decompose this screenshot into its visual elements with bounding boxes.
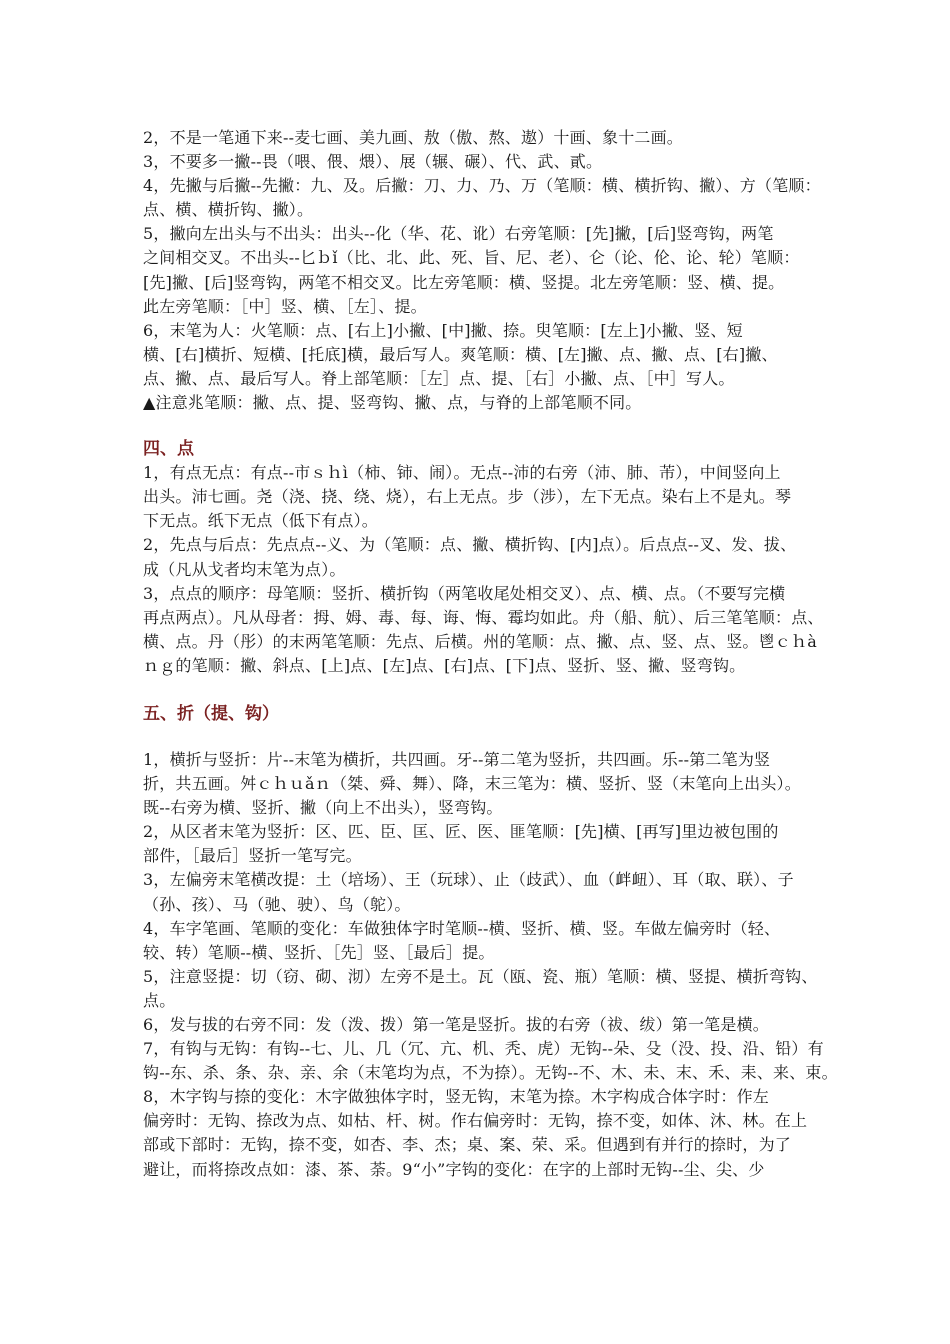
text-line: 2，先点与后点：先点点--义、为（笔顺：点、撇、横折钩、[内]点）。后点点--叉、发、拔、 bbox=[143, 535, 797, 555]
section-heading-dots: 四、点 bbox=[143, 439, 194, 460]
text-line: 较、转）笔顺--横、竖折、［先］竖、［最后］提。 bbox=[143, 942, 495, 962]
text-line: [先]撇、[后]竖弯钩，两笔不相交叉。比左旁笔顺：横、竖提。北左旁笔顺：竖、横、提。 bbox=[143, 272, 785, 292]
text-line: 再点两点）。凡从母者：拇、姆、毒、每、诲、悔、霉均如此。舟（船、航）、后三笔笔顺：点、 bbox=[143, 607, 824, 627]
text-line: 1，横折与竖折：片--末笔为横折，共四画。牙--第二笔为竖折，共四画。乐--第二笔为竖 bbox=[143, 749, 771, 769]
folds-section-body bbox=[143, 748, 838, 1182]
text-line: 4，车字笔画、笔顺的变化：车做独体字时笔顺--横、竖折、横、竖。车做左偏旁时（轻、 bbox=[143, 918, 781, 938]
text-line: 点、横、横折钩、撇）。 bbox=[143, 200, 314, 220]
text-line: 8，木字钩与捺的变化：木字做独体字时，竖无钩，末笔为捺。木字构成合体字时：作左 bbox=[143, 1087, 769, 1107]
text-line: 点。 bbox=[143, 990, 176, 1010]
spacer bbox=[143, 678, 823, 702]
text-line: 成（凡从戈者均末笔为点）。 bbox=[143, 559, 346, 579]
text-line: 4，先撇与后撇--先撇：九、及。后撇：刀、力、乃、万（笔顺：横、横折钩、撇）、方（笔顺： bbox=[143, 176, 821, 196]
text-line: 此左旁笔顺：［中］竖、横、［左］、提。 bbox=[143, 296, 427, 316]
text-line: 避让，而将捺改点如：漆、茶、荼。9“小”字钩的变化：在字的上部时无钩--尘、尖、少 bbox=[143, 1159, 765, 1179]
text-line: 1，有点无点：有点--市ｓｈì（柿、铈、闹）。无点--沛的右旁（沛、肺、芾），中间竖向上 bbox=[143, 463, 781, 483]
text-line: 点、撇、点、最后写人。脊上部笔顺：［左］点、提、［右］小撇、点、［中］写人。 bbox=[143, 368, 735, 388]
text-line: 3，左偏旁末笔横改提：土（培场）、王（玩球）、止（歧武）、血（衅衄）、耳（取、联）、子 bbox=[143, 870, 794, 890]
text-line: 出头。沛七画。尧（浇、挠、绕、烧），右上无点。步（涉），左下无点。染右上不是丸。琴 bbox=[143, 487, 792, 507]
text-line: 之间相交叉。不出头--匕ｂǐ（比、北、此、死、旨、尼、老）、仑（论、伦、论、轮）笔顺： bbox=[143, 248, 800, 268]
text-line: 钩--东、杀、条、杂、亲、余（末笔均为点，不为捺）。无钩--不、木、未、末、禾、耒、来、束。 bbox=[143, 1063, 838, 1083]
spacer bbox=[143, 726, 823, 748]
text-line: 偏旁时：无钩、捺改为点、如枯、杆、树。作右偏旁时：无钩，捺不变，如体、沐、林。在上 bbox=[143, 1111, 808, 1131]
dots-section-body bbox=[143, 461, 823, 678]
spacer bbox=[143, 415, 823, 437]
text-line: ▲注意兆笔顺：撇、点、提、竖弯钩、撇、点，与脊的上部笔顺不同。 bbox=[143, 393, 642, 413]
text-line: 7，有钩与无钩：有钩--七、儿、几（冗、亢、机、秃、虎）无钩--朵、殳（没、投、沿、铅）有 bbox=[143, 1039, 824, 1059]
text-line: 既--右旁为横、竖折、撇（向上不出头），竖弯钩。 bbox=[143, 798, 503, 818]
text-line: 横、[右]横折、短横、[托底]横，最后写人。爽笔顺：横、[左]撇、点、撇、点、[右]撇、 bbox=[143, 344, 778, 364]
text-line: 2，从区者末笔为竖折：区、匹、臣、匡、匠、医、匪笔顺：[先]横、[再写]里边被包围的 bbox=[143, 822, 779, 842]
section-heading-folds: 五、折（提、钩） bbox=[143, 703, 279, 724]
text-line: 3，点点的顺序：母笔顺：竖折、横折钩（两笔收尾处相交叉）、点、横、点。（不要写完横 bbox=[143, 583, 786, 603]
text-line: 折，共五画。舛ｃｈｕǎｎ（桀、舜、舞）、降，末三笔为：横、竖折、竖（末笔向上出头）。 bbox=[143, 774, 801, 794]
text-line: 横、点。丹（彤）的末两笔笔顺：先点、后横。州的笔顺：点、撇、点、竖、点、竖。鬯ｃｈà bbox=[143, 631, 817, 651]
document-page bbox=[143, 126, 838, 1182]
text-line: 6，末笔为人：火笔顺：点、[右上]小撇、[中]撇、捺。臾笔顺：[左上]小撇、竖、短 bbox=[143, 320, 743, 340]
text-line: 5，注意竖提：切（窃、砌、沏）左旁不是土。瓦（瓯、瓷、瓶）笔顺：横、竖提、横折弯钩、 bbox=[143, 966, 818, 986]
text-line: 3，不要多一撇--畏（喂、偎、煨）、展（辗、碾）、代、武、貳。 bbox=[143, 152, 603, 172]
text-line: （孙、孩）、马（驰、驶）、鸟（鸵）。 bbox=[143, 894, 411, 914]
text-line: 部或下部时：无钩，捺不变，如杏、李、杰；桌、案、荣、采。但遇到有并行的捺时，为了 bbox=[143, 1135, 792, 1155]
text-line: 6，发与拔的右旁不同：发（泼、拨）第一笔是竖折。拔的右旁（祓、绂）第一笔是横。 bbox=[143, 1015, 769, 1034]
text-line: 下无点。纸下无点（低下有点）。 bbox=[143, 511, 379, 531]
stroke-order-section-continued bbox=[143, 126, 823, 415]
text-line: ｎｇ的笔顺：撇、斜点、[上]点、[左]点、[右]点、[下]点、竖折、竖、撇、竖弯钩。 bbox=[143, 655, 746, 675]
text-line: 5，撇向左出头与不出头：出头--化（华、花、讹）右旁笔顺：[先]撇，[后]竖弯钩，两笔 bbox=[143, 224, 774, 244]
text-line: 部件，［最后］竖折一笔写完。 bbox=[143, 846, 362, 866]
text-line: 2，不是一笔通下来--麦七画、美九画、敖（傲、熬、遨）十画、象十二画。 bbox=[143, 128, 683, 147]
